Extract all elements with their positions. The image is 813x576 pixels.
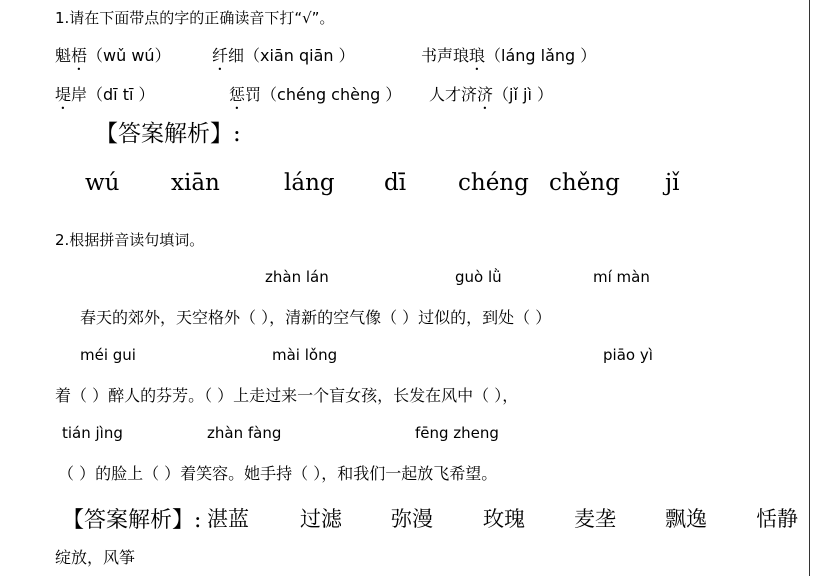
page-edge-line [809,0,810,576]
q2-answer-2: 过滤 [300,507,342,531]
q2-pinyin-3c: fēng zheng [415,424,499,442]
q2-answer-6: 飘逸 [665,507,707,531]
q2-answer-5: 麦垄 [574,507,616,531]
q1-item-langlang: 书声琅琅（láng lǎng ） [421,46,597,65]
q2-answer-7: 恬静 [756,507,798,531]
q2-pinyin-3a: tián jìng [62,424,123,442]
q1-answer-5: chéng [458,170,529,196]
q2-answer-label: 【答案解析】: [62,508,202,533]
q2-answer-4: 玫瑰 [483,507,525,531]
q1-answer-2: xiān [171,170,220,196]
q2-answer-tail: 绽放，风筝 [55,548,136,567]
q1-item-jiji: 人才济济（jǐ jì ） [429,85,553,104]
q2-pinyin-2a: méi gui [80,346,136,364]
q1-item-chengfa: 惩罚（chéng chèng ） [229,85,402,104]
q1-answer-label: 【答案解析】: [95,121,241,147]
q1-answer-7: jǐ [665,170,680,196]
q2-sentence-line-2: 着（ ）醉人的芬芳。（ ）上走过来一个盲女孩，长发在风中（ ）， [55,386,519,405]
q2-sentence-line-1: 春天的郊外，天空格外（ ），清新的空气像（ ）过似的，到处（ ） [80,308,552,327]
q2-title: 2.根据拼音读句填词。 [55,231,205,249]
q1-title: 1.请在下面带点的字的正确读音下打“√”。 [55,9,335,27]
q2-pinyin-1a: zhàn lán [265,268,329,286]
q2-pinyin-2c: piāo yì [603,346,653,364]
q2-pinyin-3b: zhàn fàng [207,424,282,442]
q1-answer-4: dī [384,170,407,196]
q1-answer-3: láng [284,170,335,196]
q2-pinyin-1c: mí màn [593,268,650,286]
q2-pinyin-2b: mài lǒng [272,346,338,364]
q1-item-xianxi: 纤细（xiān qiān ） [212,46,355,65]
q1-item-kuiwu: 魁梧（wǔ wú） [55,46,171,65]
q2-answer-3: 弥漫 [391,507,433,531]
q1-answer-1: wú [85,170,120,196]
q2-pinyin-1b: guò lǜ [455,268,502,286]
q1-item-dian: 堤岸（dī tī ） [55,85,155,104]
q2-answer-1: 湛蓝 [207,507,249,531]
q1-answer-6: chěng [549,170,620,196]
q2-sentence-line-3: （ ）的脸上（ ）着笑容。她手持（ ），和我们一起放飞希望。 [58,464,498,483]
